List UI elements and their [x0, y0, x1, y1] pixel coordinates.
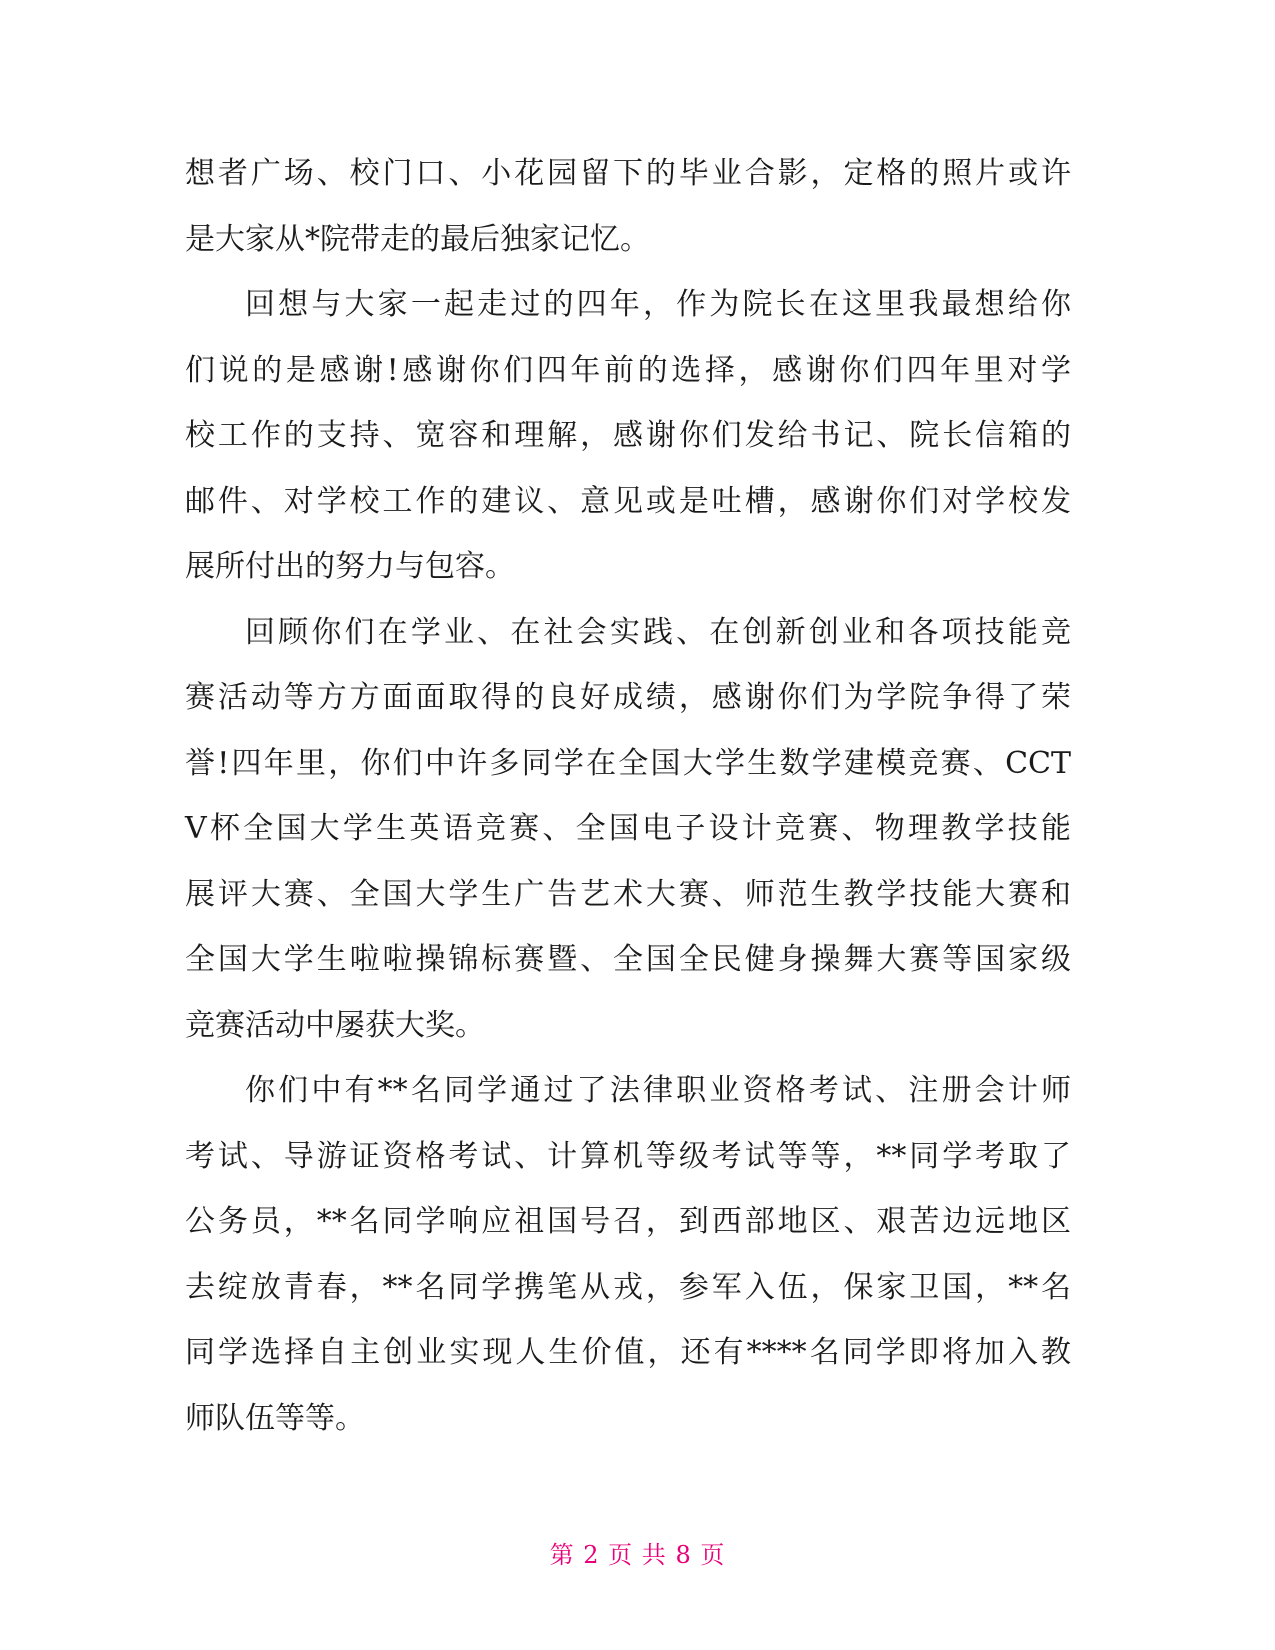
text-line: 公务员，**名同学响应祖国号召，到西部地区、艰苦边远地区 [185, 1204, 1071, 1239]
text-line: 是大家从*院带走的最后独家记忆。 [185, 221, 650, 257]
text-line: 们说的是感谢!感谢你们四年前的选择，感谢你们四年里对学 [185, 352, 1071, 388]
text-line: 竞赛活动中屡获大奖。 [185, 1007, 485, 1043]
text-line: 展所付出的努力与包容。 [185, 549, 515, 584]
page-number-footer: 第 2 页 共 8 页 [549, 1541, 726, 1569]
text-line: 去绽放青春，**名同学携笔从戎，参军入伍，保家卫国，**名 [185, 1269, 1071, 1305]
text-line: 赛活动等方方面面取得的良好成绩，感谢你们为学院争得了荣 [185, 680, 1071, 715]
text-line: 师队伍等等。 [185, 1400, 365, 1436]
text-line: 同学选择自主创业实现人生价值，还有****名同学即将加入教 [185, 1335, 1071, 1370]
text-line: V杯全国大学生英语竞赛、全国电子设计竞赛、物理教学技能 [185, 811, 1071, 846]
text-line: 展评大赛、全国大学生广告艺术大赛、师范生教学技能大赛和 [185, 876, 1071, 912]
paragraph-start-line: 你们中有**名同学通过了法律职业资格考试、注册会计师 [245, 1073, 1071, 1108]
text-line: 考试、导游证资格考试、计算机等级考试等等，**同学考取了 [185, 1138, 1071, 1174]
text-line: 想者广场、校门口、小花园留下的毕业合影，定格的照片或许 [185, 156, 1071, 191]
text-line: 全国大学生啦啦操锦标赛暨、全国全民健身操舞大赛等国家级 [185, 942, 1071, 977]
text-line: 誉!四年里，你们中许多同学在全国大学生数学建模竞赛、CCT [185, 745, 1071, 781]
text-line: 校工作的支持、宽容和理解，感谢你们发给书记、院长信箱的 [185, 418, 1071, 453]
body-text [185, 141, 1071, 1451]
paragraph-start-line: 回想与大家一起走过的四年，作为院长在这里我最想给你 [245, 287, 1071, 322]
paragraph-start-line: 回顾你们在学业、在社会实践、在创新创业和各项技能竞 [245, 614, 1071, 650]
text-line: 邮件、对学校工作的建议、意见或是吐槽，感谢你们对学校发 [185, 483, 1071, 519]
